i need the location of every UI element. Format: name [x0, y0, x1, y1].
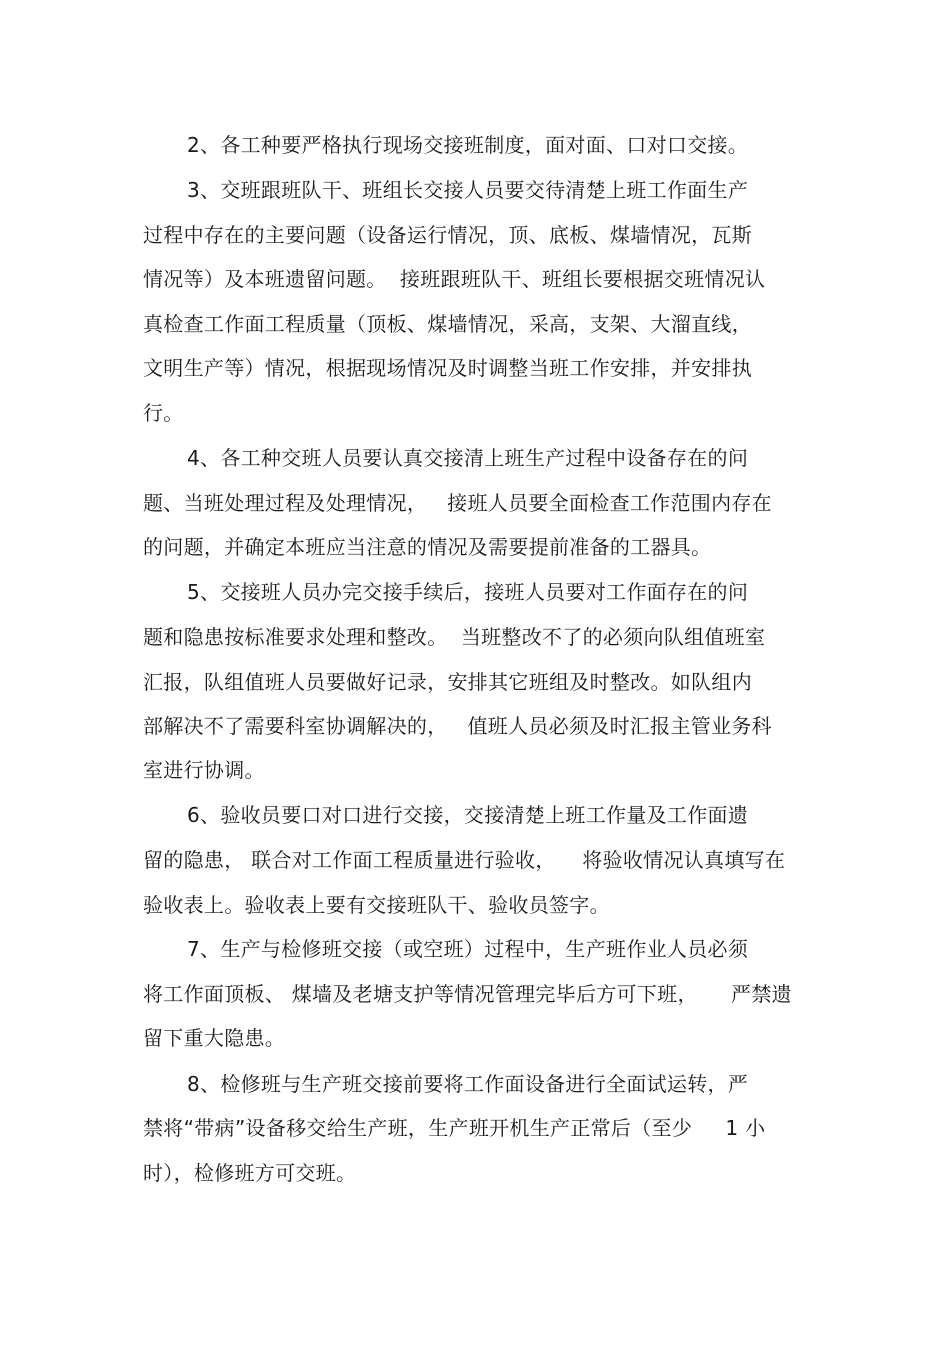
paragraph-6-line-3: 验收表上。验收表上要有交接班队干、验收员签字。 [143, 893, 610, 917]
paragraph-8-line-3: 时），检修班方可交班。 [143, 1161, 357, 1185]
paragraph-6-line-2: 留的隐患， 联合对工作面工程质量进行验收， 将验收情况认真填写在 [143, 848, 786, 872]
paragraph-3-line-6: 行。 [143, 401, 184, 425]
paragraph-3-line-3: 情况等）及本班遗留问题。 接班跟班队干、班组长要根据交班情况认 [143, 267, 766, 291]
paragraph-8-line-1: 8、检修班与生产班交接前要将工作面设备进行全面试运转，严 [187, 1072, 749, 1096]
paragraph-7-line-1: 7、生产与检修班交接（或空班）过程中，生产班作业人员必须 [187, 937, 749, 961]
paragraph-3-line-1: 3、交班跟班队干、班组长交接人员要交待清楚上班工作面生产 [187, 178, 749, 202]
paragraph-5-line-3: 汇报，队组值班人员要做好记录，安排其它班组及时整改。如队组内 [143, 670, 752, 694]
paragraph-7-line-3: 留下重大隐患。 [143, 1026, 286, 1050]
paragraph-6-line-1: 6、验收员要口对口进行交接，交接清楚上班工作量及工作面遗 [187, 803, 749, 827]
paragraph-5-line-4: 部解决不了需要科室协调解决的， 值班人员必须及时汇报主管业务科 [143, 714, 772, 738]
paragraph-4-line-3: 的问题，并确定本班应当注意的情况及需要提前准备的工器具。 [143, 535, 712, 559]
paragraph-5-line-5: 室进行协调。 [143, 758, 265, 782]
paragraph-7-line-2: 将工作面顶板、 煤墙及老塘支护等情况管理完毕后方可下班， 严禁遗 [143, 982, 792, 1006]
paragraph-4-line-1: 4、各工种交班人员要认真交接清上班生产过程中设备存在的问 [187, 446, 749, 470]
paragraph-4-line-2: 题、当班处理过程及处理情况， 接班人员要全面检查工作范围内存在 [143, 491, 772, 515]
paragraph-2-line-1: 2、各工种要严格执行现场交接班制度，面对面、口对口交接。 [187, 133, 749, 157]
paragraph-8-line-2: 禁将“带病”设备移交给生产班，生产班开机生产正常后（至少 1 小 [143, 1116, 766, 1140]
paragraph-3-line-2: 过程中存在的主要问题（设备运行情况，顶、底板、煤墙情况，瓦斯 [143, 223, 752, 247]
paragraph-3-line-4: 真检查工作面工程质量（顶板、煤墙情况，采高，支架、大溜直线， [143, 312, 752, 336]
paragraph-5-line-1: 5、交接班人员办完交接手续后，接班人员要对工作面存在的问 [187, 580, 749, 604]
paragraph-3-line-5: 文明生产等）情况，根据现场情况及时调整当班工作安排，并安排执 [143, 356, 752, 380]
paragraph-5-line-2: 题和隐患按标准要求处理和整改。 当班整改不了的必须向队组值班室 [143, 625, 766, 649]
